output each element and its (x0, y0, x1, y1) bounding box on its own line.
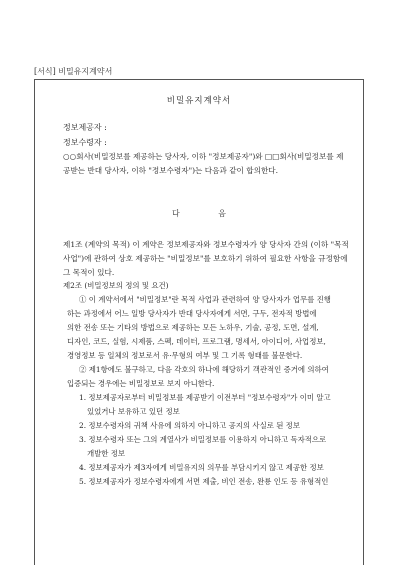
article-2-line: 경영정보 등 일체의 정보로서 유·무형의 여부 및 그 기록 형태를 불문한다. (67, 351, 303, 360)
article-2-line: ① 이 계약서에서 "비밀정보"란 목적 사업과 관련하여 양 당사자가 업무를 진행 (79, 295, 331, 304)
article-2-line: 의한 전송 또는 기타의 방법으로 제공하는 모든 노하우, 기술, 공정, 도면, 설계, (67, 323, 319, 332)
article-2-line: 2. 정보수령자의 귀책 사유에 의하지 아니하고 공지의 사실로 된 정보 (79, 421, 300, 430)
provider-label: 정보제공자 : (63, 123, 107, 132)
section-heading: 다 음 (172, 209, 244, 218)
article-2-line: 디자인, 코드, 실험, 시제품, 스펙, 데이터, 프로그램, 명세서, 아이디어, 사업정보, (67, 337, 326, 346)
article-2-line: 4. 정보제공자가 제3자에게 비밀유지의 의무를 부담시키지 않고 제공한 정보 (79, 463, 324, 472)
article-2-line: 1. 정보제공자로부터 비밀정보를 제공받기 이전부터 "정보수령자"가 이미 알고 (79, 393, 331, 402)
document-title: 비밀유지계약서 (166, 96, 232, 106)
article-2-line: 5. 정보제공자가 정보수령자에게 서면 제출, 비인 전송, 완룡 인도 등 유형적인 (79, 477, 329, 486)
intro-paragraph: ○○회사(비밀정보를 제공하는 당사자, 이하 "정보제공자")와 □□회사(비밀정보를 제공받는 반대 당사자, 이하 "정보수령자")는 다음과 같이 합의한다. (63, 152, 344, 175)
article-2-line: 있었거나 보유하고 있던 정보 (87, 407, 180, 416)
contract-frame (34, 79, 364, 565)
article-2-line: 입증되는 경우에는 비밀정보로 보지 아니한다. (67, 379, 215, 388)
article-2-line: 하는 과정에서 어느 일방 당사자가 반대 당사자에게 서면, 구두, 전자적 방법에 (67, 309, 317, 318)
article-2-line: ② 제1항에도 불구하고, 다음 각호의 하나에 해당하기 객관적인 증거에 의하여 (79, 365, 329, 374)
article-1: 제1조 (계약의 목적) 이 계약은 정보제공자와 정보수령자가 양 당사자 간의 (이하 "목적 사업")에 관하여 상호 제공하는 "비밀정보"를 보호하기 위하여 필요한 사항을 규정함에 그 목적이 있다. (63, 240, 349, 277)
article-2-title: 제2조 (비밀정보의 정의 및 요건) (63, 281, 169, 290)
article-2-line: 3. 정보수령자 또는 그의 계열사가 비밀정보를 이용하지 아니하고 독자적으로 (79, 435, 327, 444)
recipient-label: 정보수령자 : (63, 138, 107, 147)
form-label: [서식] 비밀유지계약서 (34, 67, 113, 76)
article-2-line: 개발한 정보 (87, 449, 126, 458)
